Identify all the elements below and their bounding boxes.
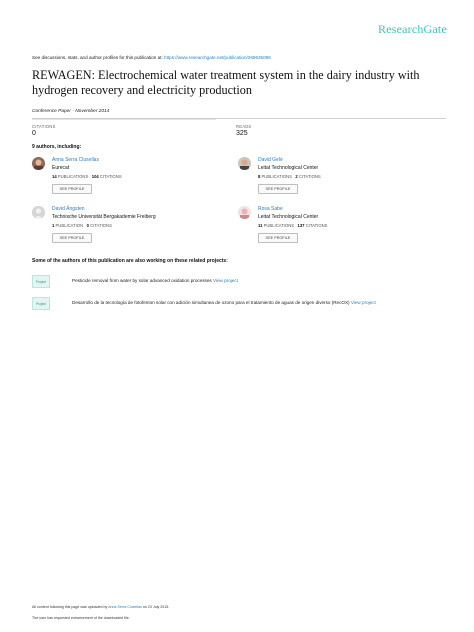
author-name[interactable]: David Ängsten [52, 206, 85, 212]
project-text [72, 300, 376, 305]
enhancement-note: The user has requested enhancement of the downloaded file. [32, 616, 130, 620]
upload-note-prefix: All content following this page was uploaded by [32, 605, 108, 609]
profile-notice [32, 55, 454, 60]
author-name[interactable]: David Gelé [258, 157, 283, 163]
publications-count: 1 [52, 223, 55, 228]
author-card [238, 157, 438, 203]
author-name[interactable]: Rosa Sabe [258, 206, 283, 212]
author-institution: Technische Universität Bergakademie Freiberg [52, 214, 156, 220]
citations-label: CITATIONS [298, 174, 321, 179]
author-card [32, 206, 232, 252]
see-profile-button[interactable]: SEE PROFILE [52, 233, 92, 243]
author-institution: Leitat Technological Center [258, 165, 319, 171]
publication-link[interactable]: https://www.researchgate.net/publication/269635096 [164, 55, 271, 60]
publications-label: PUBLICATION [55, 223, 84, 228]
notice-text: See discussions, stats, and author profiles for this publication at: [32, 55, 163, 60]
uploader-link[interactable]: Anna Serra Clusellas [108, 605, 142, 609]
author-institution: Leitat Technological Center [258, 214, 319, 220]
author-institution: Eurecat [52, 165, 70, 171]
project-text [72, 278, 238, 283]
researchgate-logo[interactable]: ResearchGate [377, 22, 447, 36]
author-counts [258, 223, 327, 228]
reads-label: READS [236, 124, 252, 129]
citations-label: CITATIONS [99, 174, 122, 179]
publications-label: PUBLICATIONS [261, 174, 292, 179]
see-profile-button[interactable]: SEE PROFILE [258, 184, 298, 194]
citations-value: 0 [32, 130, 36, 137]
citations-label: CITATIONS [32, 124, 56, 129]
publication-meta: Conference Paper · November 2014 [32, 109, 110, 114]
project-title: Pesticide removal from water by solar advanced oxidation processes [72, 278, 212, 283]
publications-count: 11 [258, 223, 263, 228]
author-card [32, 157, 232, 203]
publication-title: REWAGEN: Electrochemical water treatment system in the dairy industry with hydrogen recovery and electricity production [32, 68, 420, 97]
citations-count: 0 [86, 223, 89, 228]
avatar[interactable] [32, 157, 45, 170]
citations-count: 104 [91, 174, 99, 179]
project-item [32, 275, 452, 291]
reads-value: 325 [236, 130, 248, 137]
citations-underline [32, 119, 216, 120]
citations-label: CITATIONS [305, 223, 328, 228]
view-project-link[interactable]: View project [350, 300, 376, 305]
upload-note [32, 605, 169, 609]
upload-note-suffix: on 23 July 2015. [142, 605, 170, 609]
publications-count: 8 [258, 174, 261, 179]
author-counts [52, 174, 122, 179]
author-counts [52, 223, 112, 228]
author-name[interactable]: Anna Serra Clusellas [52, 157, 99, 163]
publications-count: 14 [52, 174, 57, 179]
projects-heading: Some of the authors of this publication are also working on these related projects: [32, 258, 228, 264]
author-card [238, 206, 438, 252]
avatar[interactable] [32, 206, 45, 219]
publications-label: PUBLICATIONS [57, 174, 89, 179]
project-title: Desarrollo de la tecnología de fotofenton solar con adición simultanea de ozono para el tratamiento de aguas de origen diverso (RecOX) [72, 300, 350, 305]
author-counts [258, 174, 321, 179]
project-item [32, 297, 452, 313]
see-profile-button[interactable]: SEE PROFILE [52, 184, 92, 194]
avatar[interactable] [238, 157, 251, 170]
citations-count: 2 [295, 174, 298, 179]
project-icon[interactable]: Project [32, 275, 50, 288]
project-icon[interactable]: Project [32, 297, 50, 310]
avatar[interactable] [238, 206, 251, 219]
publications-label: PUBLICATIONS [263, 223, 295, 228]
citations-label: CITATIONS [90, 223, 112, 228]
citations-count: 137 [297, 223, 305, 228]
view-project-link[interactable]: View project [212, 278, 238, 283]
authors-heading: 9 authors, including: [32, 144, 82, 150]
see-profile-button[interactable]: SEE PROFILE [258, 233, 298, 243]
